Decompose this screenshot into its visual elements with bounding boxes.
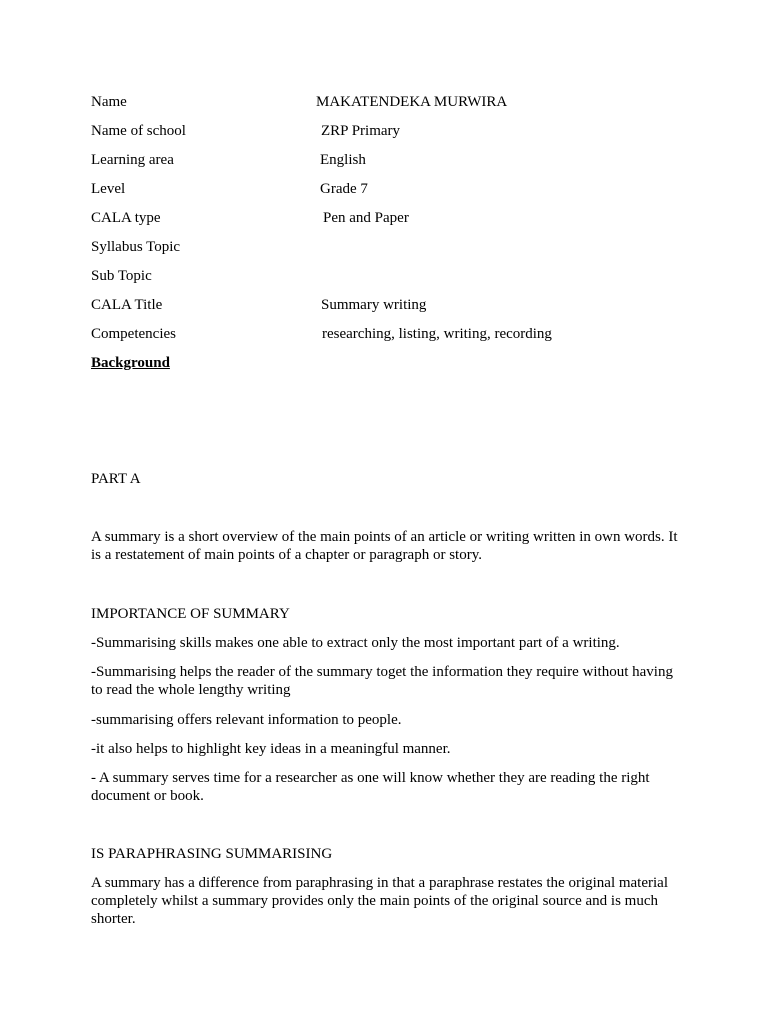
info-row-school (91, 122, 691, 140)
background-heading: Background (91, 355, 170, 371)
info-label: Syllabus Topic (91, 239, 181, 255)
info-value: Summary writing (321, 297, 427, 313)
info-label: Name (91, 94, 127, 110)
info-label: Competencies (91, 326, 176, 342)
info-row-name (91, 93, 691, 111)
summary-definition: A summary is a short overview of the main points of an article or writing written in own words. It is a restatement of main points of a chapter or paragraph or story. (91, 529, 678, 563)
info-label: CALA Title (91, 297, 163, 313)
info-label: Sub Topic (91, 268, 152, 284)
importance-point: - A summary serves time for a researcher as one will know whether they are reading the right document or book. (91, 770, 650, 804)
cala-info-table (91, 93, 691, 354)
info-row-level (91, 180, 691, 198)
paraphrasing-text: A summary has a difference from paraphrasing in that a paraphrase restates the original material completely whilst a summary provides only the main points of the original source and is much shorter. (91, 875, 668, 927)
info-row-syllabus-topic (91, 238, 691, 256)
info-row-cala-title (91, 296, 691, 314)
importance-point: -summarising offers relevant information to people. (91, 712, 402, 728)
info-row-competencies (91, 325, 691, 343)
info-value: researching, listing, writing, recording (322, 326, 552, 342)
importance-heading: IMPORTANCE OF SUMMARY (91, 606, 290, 622)
info-value: Pen and Paper (323, 210, 409, 226)
part-a-heading: PART A (91, 471, 141, 487)
info-value: Grade 7 (320, 181, 368, 197)
info-value: ZRP Primary (321, 123, 401, 139)
info-row-sub-topic (91, 267, 691, 285)
info-value: English (320, 152, 366, 168)
paraphrasing-heading: IS PARAPHRASING SUMMARISING (91, 846, 333, 862)
info-value: MAKATENDEKA MURWIRA (316, 94, 508, 110)
info-row-cala-type (91, 209, 691, 227)
importance-point: -Summarising helps the reader of the summary toget the information they require without having to read the whole lengthy writing (91, 664, 673, 698)
info-label: Level (91, 181, 126, 197)
info-row-learning-area (91, 151, 691, 169)
importance-point: -it also helps to highlight key ideas in a meaningful manner. (91, 741, 451, 757)
importance-point: -Summarising skills makes one able to extract only the most important part of a writing. (91, 635, 620, 651)
info-label: Name of school (91, 123, 186, 139)
info-label: Learning area (91, 152, 174, 168)
info-label: CALA type (91, 210, 161, 226)
